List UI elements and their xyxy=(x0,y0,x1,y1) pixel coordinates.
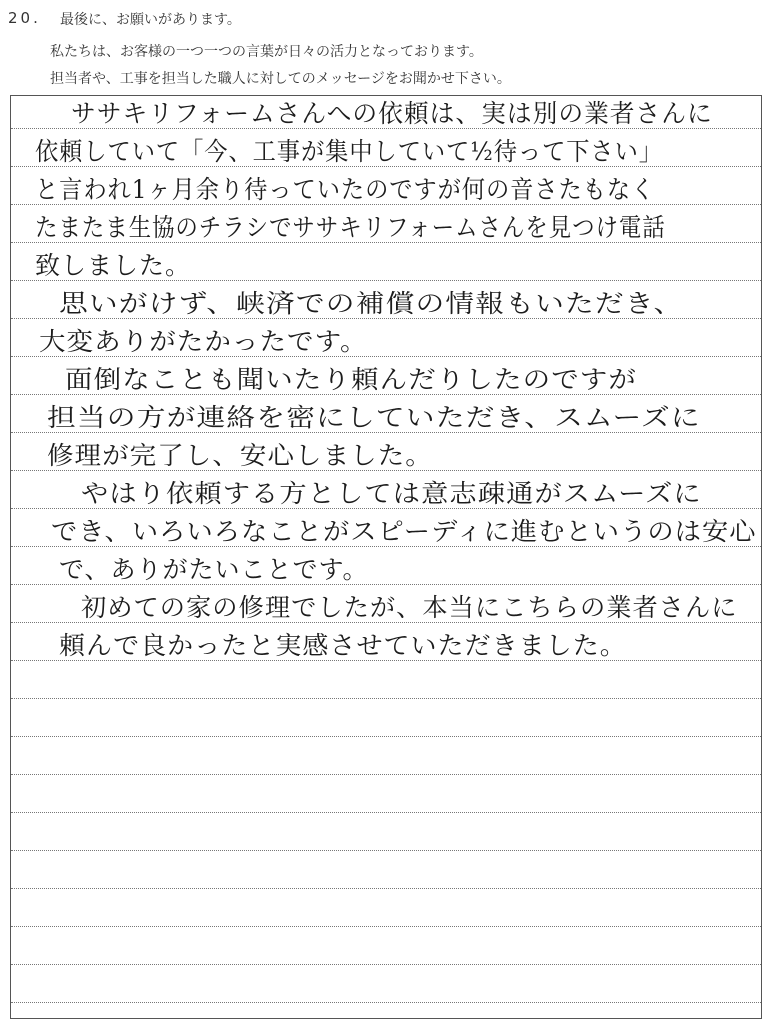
question-title: 最後に、お願いがあります。 xyxy=(60,12,241,28)
ruled-line xyxy=(11,736,761,737)
handwritten-line: と言われ1ヶ月余り待っていたのですが何の音さたもなく xyxy=(35,175,656,204)
handwritten-line: 思いがけず、峡済での補償の情報もいただき、 xyxy=(59,289,684,318)
handwritten-line: 頼んで良かったと実感させていただきました。 xyxy=(59,631,627,660)
handwritten-line: たまたま生協のチラシでササキリフォームさんを見つけ電話 xyxy=(35,213,666,242)
handwritten-line: 初めての家の修理でしたが、本当にこちらの業者さんに xyxy=(81,593,738,622)
question-header xyxy=(0,0,768,92)
handwritten-line: やはり依頼する方としては意志疎通がスムーズに xyxy=(81,479,702,508)
ruled-line xyxy=(11,812,761,813)
ruled-line xyxy=(11,774,761,775)
handwritten-line: 依頼していて「今、工事が集中していて½待って下さい」 xyxy=(35,137,663,166)
ruled-line xyxy=(11,888,761,889)
handwritten-line: 担当の方が連絡を密にしていただき、スムーズに xyxy=(47,403,701,432)
handwritten-line: ササキリフォームさんへの依頼は、実は別の業者さんに xyxy=(71,99,713,128)
question-description-line-2: 担当者や、工事を担当した職人に対してのメッセージをお聞かせ下さい。 xyxy=(50,71,511,87)
question-number: 20. xyxy=(8,9,41,27)
question-description-line-1: 私たちは、お客様の一つ一つの言葉が日々の活力となっております。 xyxy=(50,44,483,60)
handwritten-line: 大変ありがたかったです。 xyxy=(39,327,368,356)
ruled-line xyxy=(11,698,761,699)
handwritten-line: 面倒なことも聞いたり頼んだりしたのですが xyxy=(65,365,638,394)
answer-box xyxy=(10,95,762,1019)
ruled-line xyxy=(11,850,761,851)
handwritten-line: 修理が完了し、安心しました。 xyxy=(47,441,433,470)
ruled-line xyxy=(11,964,761,965)
ruled-line xyxy=(11,1002,761,1003)
handwritten-line: で、ありがたいことです。 xyxy=(59,555,369,584)
handwritten-line: 致しました。 xyxy=(35,251,192,280)
ruled-line xyxy=(11,926,761,927)
handwritten-line: でき、いろいろなことがスピーディに進むというのは安心 xyxy=(51,517,757,546)
